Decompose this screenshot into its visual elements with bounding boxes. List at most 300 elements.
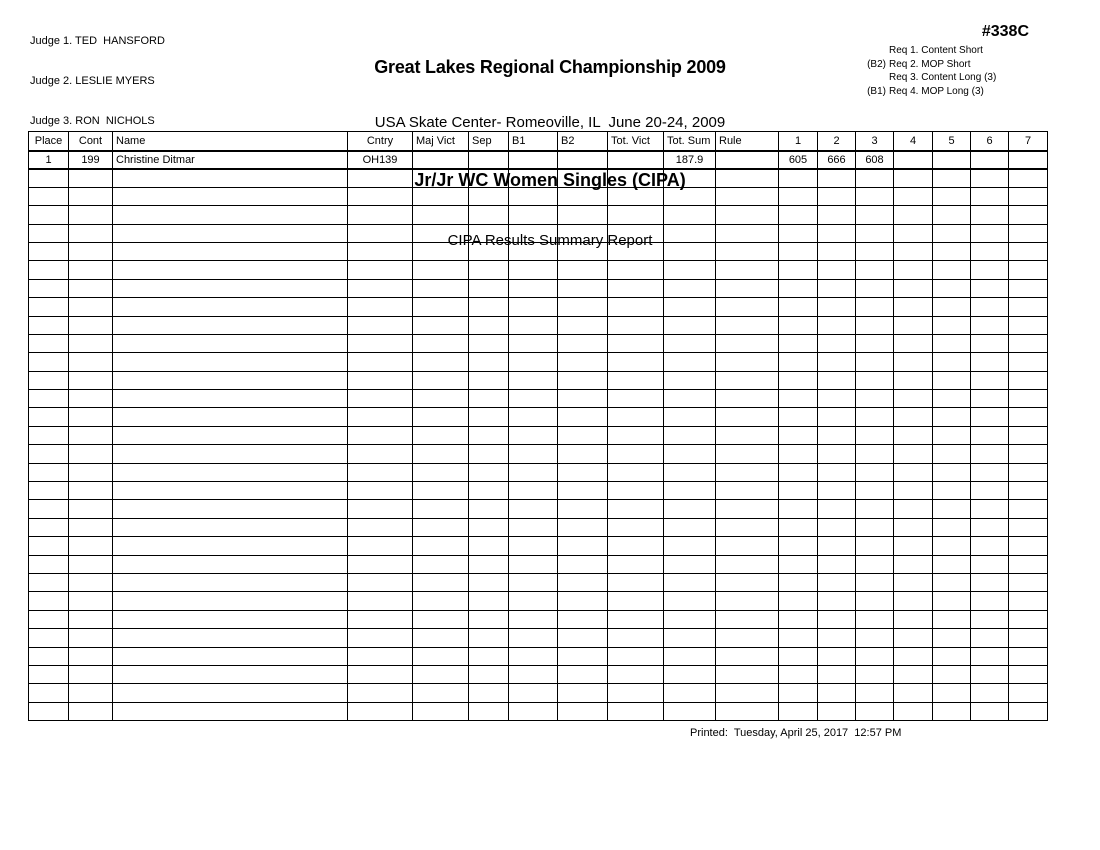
table-cell xyxy=(348,187,413,205)
table-cell xyxy=(348,573,413,591)
table-cell xyxy=(856,426,894,444)
table-cell xyxy=(469,537,509,555)
table-cell xyxy=(664,298,716,316)
column-header-cntry: Cntry xyxy=(348,132,413,151)
table-cell xyxy=(779,665,818,683)
table-cell xyxy=(509,169,558,187)
table-cell xyxy=(818,537,856,555)
table-cell xyxy=(29,629,69,647)
table-cell xyxy=(558,555,608,573)
table-cell xyxy=(113,371,348,389)
table-cell xyxy=(558,298,608,316)
table-cell xyxy=(469,610,509,628)
empty-row xyxy=(29,206,1048,224)
table-cell xyxy=(113,665,348,683)
table-cell xyxy=(113,629,348,647)
empty-row xyxy=(29,555,1048,573)
empty-row xyxy=(29,371,1048,389)
table-cell xyxy=(558,353,608,371)
requirements-list xyxy=(858,44,996,98)
table-cell xyxy=(608,702,664,720)
table-cell xyxy=(818,426,856,444)
table-cell xyxy=(716,151,779,169)
table-cell xyxy=(413,408,469,426)
table-cell xyxy=(664,629,716,647)
table-cell xyxy=(1009,445,1048,463)
table-cell xyxy=(664,573,716,591)
table-cell xyxy=(1009,390,1048,408)
table-cell xyxy=(469,702,509,720)
table-cell xyxy=(894,684,933,702)
table-cell xyxy=(716,187,779,205)
table-cell xyxy=(69,647,113,665)
table-cell xyxy=(608,334,664,352)
table-cell xyxy=(971,555,1009,573)
table-cell xyxy=(933,390,971,408)
column-header-name: Name xyxy=(113,132,348,151)
table-cell xyxy=(933,151,971,169)
table-cell xyxy=(818,445,856,463)
table-cell xyxy=(971,684,1009,702)
table-cell xyxy=(818,482,856,500)
table-cell xyxy=(716,353,779,371)
table-cell xyxy=(558,500,608,518)
table-cell xyxy=(608,629,664,647)
table-cell xyxy=(933,353,971,371)
empty-row xyxy=(29,592,1048,610)
table-cell xyxy=(894,463,933,481)
table-cell xyxy=(69,702,113,720)
table-cell xyxy=(348,298,413,316)
table-cell xyxy=(664,592,716,610)
table-cell xyxy=(348,647,413,665)
table-cell xyxy=(779,279,818,297)
table-cell xyxy=(1009,298,1048,316)
table-cell xyxy=(933,500,971,518)
table-cell xyxy=(413,279,469,297)
table-cell xyxy=(894,629,933,647)
table-cell xyxy=(971,206,1009,224)
table-cell xyxy=(894,408,933,426)
table-cell xyxy=(1009,500,1048,518)
table-cell xyxy=(608,261,664,279)
table-cell: OH139 xyxy=(348,151,413,169)
table-cell xyxy=(779,555,818,573)
table-cell xyxy=(779,684,818,702)
table-cell xyxy=(716,500,779,518)
table-cell xyxy=(558,169,608,187)
table-cell xyxy=(933,702,971,720)
table-cell xyxy=(716,684,779,702)
requirement-line xyxy=(858,44,996,58)
table-cell: 187.9 xyxy=(664,151,716,169)
table-cell xyxy=(509,647,558,665)
table-cell xyxy=(856,445,894,463)
table-cell xyxy=(933,169,971,187)
table-cell xyxy=(716,482,779,500)
table-cell xyxy=(413,298,469,316)
table-cell xyxy=(664,261,716,279)
table-cell xyxy=(779,408,818,426)
column-header-place: Place xyxy=(29,132,69,151)
table-cell xyxy=(716,518,779,536)
table-cell xyxy=(558,187,608,205)
table-cell xyxy=(818,500,856,518)
table-cell xyxy=(716,463,779,481)
table-cell xyxy=(664,353,716,371)
table-cell xyxy=(856,684,894,702)
table-cell xyxy=(413,206,469,224)
table-cell xyxy=(29,463,69,481)
table-cell xyxy=(608,610,664,628)
table-cell xyxy=(608,169,664,187)
empty-row xyxy=(29,334,1048,352)
table-cell xyxy=(113,242,348,260)
table-cell xyxy=(608,408,664,426)
table-cell xyxy=(971,537,1009,555)
table-cell xyxy=(818,298,856,316)
column-header-tot-sum: Tot. Sum xyxy=(664,132,716,151)
table-cell xyxy=(933,665,971,683)
table-cell xyxy=(558,408,608,426)
table-cell xyxy=(29,187,69,205)
table-cell xyxy=(894,334,933,352)
table-cell xyxy=(413,702,469,720)
table-cell xyxy=(856,665,894,683)
table-cell xyxy=(716,573,779,591)
table-cell xyxy=(509,555,558,573)
table-cell xyxy=(664,371,716,389)
table-cell xyxy=(818,390,856,408)
table-cell xyxy=(29,445,69,463)
table-cell xyxy=(509,334,558,352)
results-table xyxy=(28,131,1048,721)
table-cell xyxy=(509,316,558,334)
table-cell xyxy=(1009,426,1048,444)
requirement-line xyxy=(858,85,996,99)
empty-row xyxy=(29,445,1048,463)
table-cell xyxy=(348,353,413,371)
table-cell xyxy=(971,445,1009,463)
table-cell xyxy=(29,298,69,316)
table-cell xyxy=(509,224,558,242)
table-cell xyxy=(716,169,779,187)
table-cell xyxy=(933,187,971,205)
table-cell xyxy=(971,316,1009,334)
requirement-prefix xyxy=(858,71,889,85)
empty-row xyxy=(29,298,1048,316)
table-cell xyxy=(664,500,716,518)
table-cell xyxy=(69,316,113,334)
table-cell xyxy=(29,426,69,444)
table-cell xyxy=(1009,463,1048,481)
table-cell xyxy=(558,702,608,720)
table-cell xyxy=(1009,279,1048,297)
column-header-1: 1 xyxy=(779,132,818,151)
table-cell xyxy=(971,353,1009,371)
table-cell: 1 xyxy=(29,151,69,169)
empty-row xyxy=(29,279,1048,297)
table-cell xyxy=(348,261,413,279)
table-cell xyxy=(894,224,933,242)
table-cell xyxy=(113,592,348,610)
table-cell xyxy=(608,206,664,224)
table-cell xyxy=(69,334,113,352)
table-cell xyxy=(413,500,469,518)
table-cell xyxy=(971,242,1009,260)
table-cell xyxy=(608,500,664,518)
table-cell xyxy=(413,518,469,536)
table-cell xyxy=(664,206,716,224)
empty-row xyxy=(29,573,1048,591)
table-cell xyxy=(69,482,113,500)
table-cell xyxy=(856,482,894,500)
table-cell xyxy=(894,353,933,371)
table-cell xyxy=(348,555,413,573)
table-cell xyxy=(779,353,818,371)
table-cell xyxy=(779,390,818,408)
table-cell xyxy=(664,445,716,463)
judge-line: Judge 3. RON NICHOLS xyxy=(30,115,155,128)
table-cell xyxy=(29,371,69,389)
table-cell xyxy=(509,665,558,683)
table-cell xyxy=(818,647,856,665)
table-cell xyxy=(608,371,664,389)
table-cell xyxy=(933,371,971,389)
table-cell xyxy=(29,316,69,334)
table-cell xyxy=(933,279,971,297)
table-cell: 605 xyxy=(779,151,818,169)
table-cell xyxy=(608,316,664,334)
table-cell xyxy=(113,316,348,334)
table-cell xyxy=(413,242,469,260)
table-cell xyxy=(413,426,469,444)
table-cell xyxy=(779,334,818,352)
table-cell xyxy=(818,224,856,242)
table-cell xyxy=(894,242,933,260)
table-cell xyxy=(69,537,113,555)
table-cell xyxy=(469,592,509,610)
table-cell: 199 xyxy=(69,151,113,169)
table-cell xyxy=(818,408,856,426)
empty-row xyxy=(29,500,1048,518)
table-cell xyxy=(69,206,113,224)
column-header-6: 6 xyxy=(971,132,1009,151)
table-cell xyxy=(348,592,413,610)
empty-row xyxy=(29,665,1048,683)
table-cell xyxy=(509,445,558,463)
table-cell xyxy=(413,334,469,352)
table-cell xyxy=(779,573,818,591)
table-cell xyxy=(113,206,348,224)
table-cell xyxy=(509,298,558,316)
table-cell xyxy=(779,702,818,720)
table-cell xyxy=(779,371,818,389)
table-cell xyxy=(608,353,664,371)
event-code: #338C xyxy=(981,23,1029,40)
table-cell xyxy=(413,463,469,481)
table-cell xyxy=(29,573,69,591)
table-cell xyxy=(971,500,1009,518)
table-cell xyxy=(716,390,779,408)
table-cell xyxy=(469,334,509,352)
table-cell xyxy=(779,500,818,518)
table-cell xyxy=(971,647,1009,665)
table-cell xyxy=(779,463,818,481)
table-cell xyxy=(509,353,558,371)
column-header-7: 7 xyxy=(1009,132,1048,151)
table-cell xyxy=(558,279,608,297)
table-cell xyxy=(113,610,348,628)
table-cell xyxy=(818,353,856,371)
table-cell xyxy=(1009,482,1048,500)
table-cell xyxy=(509,463,558,481)
table-cell xyxy=(29,206,69,224)
table-cell xyxy=(894,371,933,389)
table-cell xyxy=(779,224,818,242)
table-cell xyxy=(348,500,413,518)
table-cell xyxy=(469,408,509,426)
table-cell xyxy=(29,334,69,352)
table-cell xyxy=(558,629,608,647)
table-cell xyxy=(856,390,894,408)
table-cell xyxy=(469,482,509,500)
empty-row xyxy=(29,684,1048,702)
table-cell xyxy=(933,482,971,500)
empty-row xyxy=(29,261,1048,279)
table-cell xyxy=(469,500,509,518)
table-cell xyxy=(113,555,348,573)
table-cell xyxy=(113,426,348,444)
table-cell xyxy=(469,426,509,444)
table-cell xyxy=(348,390,413,408)
table-cell xyxy=(348,463,413,481)
table-cell xyxy=(856,555,894,573)
column-header-b1: B1 xyxy=(509,132,558,151)
table-cell xyxy=(664,224,716,242)
column-header-tot-vict: Tot. Vict xyxy=(608,132,664,151)
empty-row xyxy=(29,316,1048,334)
table-cell xyxy=(469,224,509,242)
table-cell xyxy=(664,463,716,481)
table-cell xyxy=(818,665,856,683)
table-cell xyxy=(716,279,779,297)
table-cell xyxy=(818,334,856,352)
table-cell xyxy=(558,518,608,536)
table-cell xyxy=(971,573,1009,591)
column-header-2: 2 xyxy=(818,132,856,151)
table-cell xyxy=(664,665,716,683)
table-cell xyxy=(558,647,608,665)
table-cell xyxy=(69,445,113,463)
table-cell xyxy=(348,684,413,702)
judge-line: Judge 2. LESLIE MYERS xyxy=(30,75,155,88)
table-cell xyxy=(413,187,469,205)
table-cell xyxy=(894,592,933,610)
table-cell xyxy=(608,665,664,683)
table-cell xyxy=(509,151,558,169)
table-cell xyxy=(664,169,716,187)
table-cell xyxy=(469,647,509,665)
table-cell xyxy=(971,371,1009,389)
table-cell xyxy=(779,445,818,463)
table-cell xyxy=(856,500,894,518)
table-cell xyxy=(1009,187,1048,205)
table-cell xyxy=(348,629,413,647)
event-title: Jr/Jr WC Women Singles (CIPA) xyxy=(414,170,686,190)
requirement-text: Req 4. MOP Long (3) xyxy=(889,85,984,97)
table-cell xyxy=(29,224,69,242)
table-cell xyxy=(469,390,509,408)
table-cell xyxy=(509,279,558,297)
table-cell xyxy=(894,316,933,334)
table-cell xyxy=(779,298,818,316)
table-cell xyxy=(818,610,856,628)
table-cell xyxy=(971,518,1009,536)
judge-line: Judge 1. TED HANSFORD xyxy=(30,34,165,47)
empty-row xyxy=(29,426,1048,444)
table-cell xyxy=(348,665,413,683)
table-cell xyxy=(348,537,413,555)
table-cell xyxy=(818,702,856,720)
table-cell xyxy=(413,555,469,573)
table-cell xyxy=(558,592,608,610)
column-header-cont: Cont xyxy=(69,132,113,151)
table-cell xyxy=(971,298,1009,316)
table-cell xyxy=(856,463,894,481)
table-cell xyxy=(856,261,894,279)
table-cell xyxy=(856,279,894,297)
table-cell xyxy=(29,647,69,665)
table-cell xyxy=(413,371,469,389)
table-cell xyxy=(856,242,894,260)
table-cell xyxy=(113,500,348,518)
table-cell xyxy=(818,261,856,279)
table-cell xyxy=(29,408,69,426)
table-cell xyxy=(29,482,69,500)
table-cell xyxy=(779,629,818,647)
table-cell xyxy=(558,665,608,683)
table-cell xyxy=(69,684,113,702)
table-cell xyxy=(1009,151,1048,169)
table-cell xyxy=(469,151,509,169)
table-cell xyxy=(1009,371,1048,389)
table-cell xyxy=(69,500,113,518)
table-cell xyxy=(348,279,413,297)
table-cell xyxy=(856,187,894,205)
table-cell xyxy=(113,445,348,463)
table-cell xyxy=(348,242,413,260)
table-cell xyxy=(716,316,779,334)
table-cell xyxy=(1009,408,1048,426)
table-cell xyxy=(348,610,413,628)
table-cell xyxy=(779,537,818,555)
table-cell xyxy=(933,408,971,426)
table-cell xyxy=(856,518,894,536)
table-cell xyxy=(1009,592,1048,610)
table-cell xyxy=(894,482,933,500)
table-cell xyxy=(1009,665,1048,683)
table-cell xyxy=(818,279,856,297)
table-cell xyxy=(29,592,69,610)
table-cell xyxy=(348,206,413,224)
table-cell xyxy=(69,665,113,683)
table-cell xyxy=(818,573,856,591)
table-cell xyxy=(113,482,348,500)
table-cell xyxy=(1009,537,1048,555)
table-cell xyxy=(69,390,113,408)
table-cell xyxy=(469,629,509,647)
